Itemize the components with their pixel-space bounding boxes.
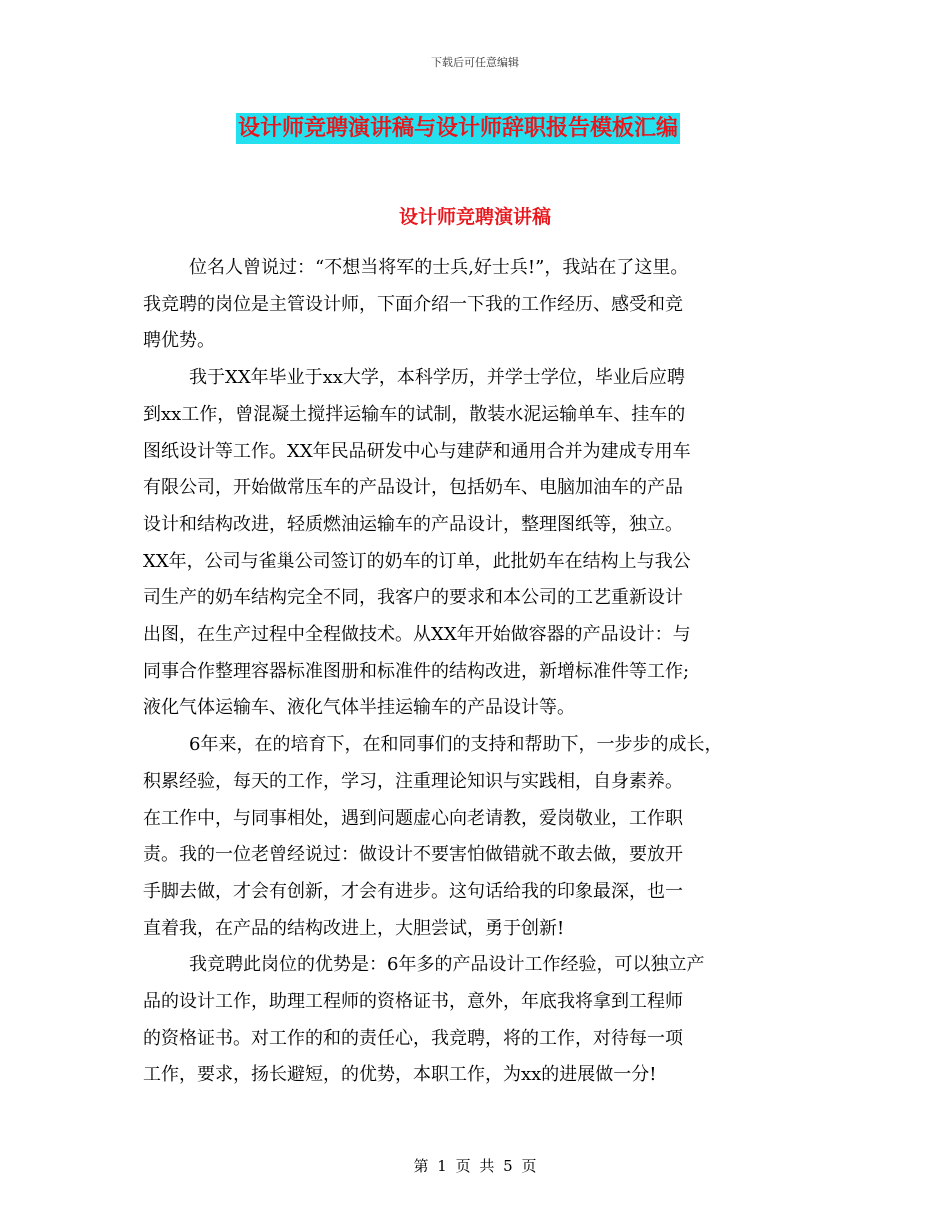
text-line: 我竞聘的岗位是主管设计师，下面介绍一下我的工作经历、感受和竞 <box>143 293 683 315</box>
document-title: 设计师竞聘演讲稿与设计师辞职报告模板汇编 <box>236 113 680 144</box>
text-line: 位名人曾说过：“不想当将军的士兵,好士兵!”，我站在了这里。 <box>189 257 689 278</box>
text-line: 6年来，在的培育下，在和同事们的支持和帮助下，一步步的成长， <box>189 734 723 756</box>
text-line: 我竞聘此岗位的优势是：6年多的产品设计工作经验，可以独立产 <box>189 954 705 976</box>
text-line: 手脚去做，才会有创新，才会有进步。这句话给我的印象最深，也一 <box>143 880 683 902</box>
text-line: 有限公司，开始做常压车的产品设计，包括奶车、电脑加油车的产品 <box>143 477 683 499</box>
text-line: 的资格证书。对工作的和的责任心，我竞聘，将的工作，对待每一项 <box>143 1027 683 1049</box>
text-line: 聘优势。 <box>143 330 215 352</box>
page-number-footer: 第 1 页 共 5 页 <box>413 1157 537 1175</box>
text-line: 在工作中，与同事相处，遇到问题虚心向老请教，爱岗敬业，工作职 <box>143 807 683 829</box>
body-text <box>143 250 823 1094</box>
text-line: 司生产的奶车结构完全不同，我客户的要求和本公司的工艺重新设计 <box>143 587 683 609</box>
text-line: 直着我，在产品的结构改进上，大胆尝试，勇于创新! <box>143 917 565 939</box>
text-line: 设计和结构改进，轻质燃油运输车的产品设计，整理图纸等，独立。 <box>143 513 683 535</box>
text-line: 液化气体运输车、液化气体半挂运输车的产品设计等。 <box>143 697 575 719</box>
text-line: 责。我的一位老曾经说过：做设计不要害怕做错就不敢去做，要放开 <box>143 844 683 866</box>
section-title: 设计师竞聘演讲稿 <box>398 206 551 228</box>
text-line: XX年，公司与雀巢公司签订的奶车的订单，此批奶车在结构上与我公 <box>143 550 691 572</box>
text-line: 工作，要求，扬长避短，的优势，本职工作，为xx的进展做一分! <box>143 1064 657 1086</box>
text-line: 出图，在生产过程中全程做技术。从XX年开始做容器的产品设计：与 <box>143 624 691 646</box>
text-line: 同事合作整理容器标准图册和标准件的结构改进，新增标准件等工作; <box>143 660 690 682</box>
text-line: 积累经验，每天的工作，学习，注重理论知识与实践相，自身素养。 <box>143 770 683 792</box>
text-line: 到xx工作，曾混凝土搅拌运输车的试制，散装水泥运输单车、挂车的 <box>143 403 686 425</box>
page-header-note: 下载后可任意编辑 <box>431 56 519 69</box>
text-line: 我于XX年毕业于xx大学，本科学历，并学士学位，毕业后应聘 <box>189 367 685 389</box>
text-line: 品的设计工作，助理工程师的资格证书，意外，年底我将拿到工程师 <box>143 991 683 1013</box>
text-line: 图纸设计等工作。XX年民品研发中心与建萨和通用合并为建成专用车 <box>143 440 691 462</box>
